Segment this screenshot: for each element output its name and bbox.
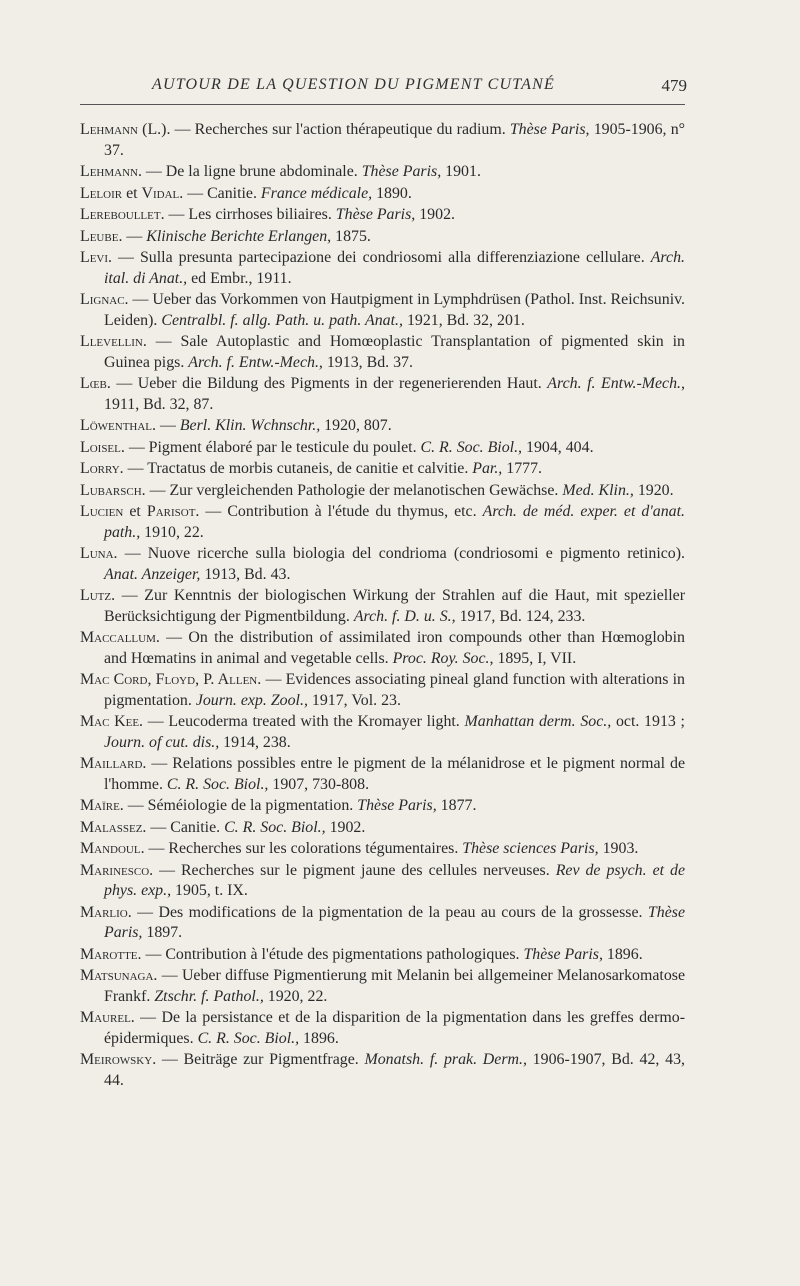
entry-text: 1897. bbox=[142, 924, 183, 941]
entry-text: . — Pigment élaboré par le testicule du poulet. bbox=[120, 438, 421, 456]
bibliography-entry bbox=[80, 945, 685, 966]
bibliography-entry bbox=[80, 120, 685, 161]
journal-title: Arch. f. Entw.-Mech., bbox=[547, 375, 685, 392]
author-name: Maccallum bbox=[80, 629, 156, 646]
entry-text: 1875. bbox=[331, 227, 371, 245]
entry-text: 1913, Bd. 43. bbox=[200, 565, 291, 583]
author-name: Leube bbox=[80, 227, 119, 245]
journal-title: Anat. Anzeiger, bbox=[104, 565, 201, 583]
entry-text: . — Leucoderma treated with the Kromayer light. bbox=[139, 713, 465, 730]
journal-title: Journ. of cut. dis., bbox=[104, 733, 220, 751]
journal-title: Manhattan derm. Soc., bbox=[464, 713, 612, 730]
journal-title: Arch. f. D. u. S., bbox=[353, 607, 456, 625]
bibliography-list bbox=[80, 120, 685, 1250]
entry-text: . — Des modifications de la pigmentation de la peau au cours de la grossesse. bbox=[127, 903, 648, 921]
entry-text: 1917, Vol. 23. bbox=[307, 691, 401, 709]
author-name: Llevellin bbox=[80, 333, 143, 350]
author-name: Meirowsky bbox=[80, 1051, 153, 1068]
entry-text: . — Zur Kenntnis der biologischen Wirkung der Strahlen auf die Haut, mit spezieller Berücksichtigung der Pigmentbildung. bbox=[104, 587, 685, 625]
entry-text: . — Ueber das Vorkommen von Hautpigment in Lymphdrüsen (Pathol. Inst. Reichsuniv. Leiden). bbox=[104, 291, 685, 329]
bibliography-entry bbox=[80, 839, 685, 860]
author-name: Marlio bbox=[80, 903, 128, 921]
author-name: Lucien bbox=[80, 503, 124, 520]
author-name: Lœb bbox=[80, 375, 107, 392]
journal-title: Thèse Paris, bbox=[357, 797, 437, 814]
bibliography-entry bbox=[80, 416, 685, 437]
entry-text: . — Canitie. bbox=[179, 184, 261, 202]
journal-title: Monatsh. f. prak. Derm., bbox=[364, 1051, 527, 1068]
entry-text: , bbox=[195, 671, 204, 688]
journal-title: C. R. Soc. Biol., bbox=[224, 818, 326, 836]
entry-text: 1920, 807. bbox=[320, 417, 392, 434]
entry-text: ed Embr., 1911. bbox=[187, 269, 292, 287]
bibliography-entry bbox=[80, 966, 685, 1007]
entry-text: et bbox=[122, 184, 142, 202]
running-title: AUTOUR DE LA QUESTION DU PIGMENT CUTANÉ bbox=[152, 76, 555, 93]
author-name: P. Allen bbox=[203, 671, 258, 688]
bibliography-entry bbox=[80, 502, 685, 543]
entry-text: 1917, Bd. 124, 233. bbox=[455, 607, 586, 625]
author-name: Lorry bbox=[80, 460, 120, 477]
entry-text: 1902. bbox=[325, 818, 366, 836]
entry-text: 1911, Bd. 32, 87. bbox=[104, 395, 214, 413]
entry-text: . — Sale Autoplastic and Homœoplastic Transplantation of pigmented skin in Guinea pigs. bbox=[104, 333, 685, 371]
bibliography-entry bbox=[80, 290, 685, 331]
entry-text: . — Recherches sur les colorations tégumentaires. bbox=[140, 840, 463, 857]
journal-title: Rev de psych. et de phys. exp., bbox=[104, 861, 686, 899]
author-name: Lereboullet bbox=[80, 206, 161, 223]
entry-text: . — Evidences associating pineal gland function with alterations in pigmentation. bbox=[104, 671, 685, 709]
entry-text: 1914, 238. bbox=[219, 733, 291, 751]
bibliography-entry bbox=[80, 332, 685, 373]
entry-text: . — Ueber die Bildung des Pigments in der regenerierenden Haut. bbox=[106, 375, 548, 392]
author-name: Levi bbox=[80, 249, 109, 266]
bibliography-entry bbox=[80, 903, 685, 944]
entry-text: 1907, 730-808. bbox=[268, 775, 370, 793]
entry-text: 1896. bbox=[602, 945, 643, 963]
entry-text: 1905-1906, n° 37. bbox=[104, 121, 686, 159]
entry-text: 1895, I, VII. bbox=[493, 649, 577, 667]
entry-text: 1877. bbox=[436, 797, 477, 814]
journal-title: Thèse Paris, bbox=[523, 945, 603, 963]
journal-title: C. R. Soc. Biol., bbox=[197, 1029, 300, 1047]
author-name: Maïre bbox=[80, 797, 120, 814]
entry-text: . — Zur vergleichenden Pathologie der melanotischen Gewächse. bbox=[141, 481, 563, 499]
entry-text: . — Beiträge zur Pigmentfrage. bbox=[152, 1051, 365, 1068]
entry-text: 1904, 404. bbox=[522, 438, 594, 456]
journal-title: Med. Klin., bbox=[562, 481, 634, 499]
entry-text: . — Relations possibles entre le pigment de la mélanidrose et le pigment normal de l'homme. bbox=[104, 755, 685, 793]
entry-text: oct. 1913 ; bbox=[611, 713, 685, 730]
journal-title: Klinische Berichte Erlangen, bbox=[146, 227, 332, 245]
entry-text: . — Ueber diffuse Pigmentierung mit Melanin bei allgemeiner Melanosarkomatose Frankf. bbox=[104, 967, 685, 1005]
journal-title: C. R. Soc. Biol., bbox=[420, 438, 523, 456]
author-name: Maillard bbox=[80, 755, 143, 772]
bibliography-entry bbox=[80, 754, 685, 795]
entry-text: . — De la persistance et de la disparition de la pigmentation dans les greffes dermo-épidermiques. bbox=[104, 1009, 685, 1047]
entry-text: 1920. bbox=[633, 481, 674, 499]
journal-title: Arch. f. Entw.-Mech., bbox=[188, 353, 323, 371]
entry-text: . — bbox=[118, 227, 147, 245]
author-name: Leloir bbox=[80, 184, 123, 202]
bibliography-entry bbox=[80, 227, 685, 248]
bibliography-entry bbox=[80, 861, 685, 902]
author-name: Matsunaga bbox=[80, 967, 154, 984]
journal-title: France médicale, bbox=[260, 184, 373, 202]
author-name: Malassez bbox=[80, 818, 143, 836]
entry-text: . — Contribution à l'étude du thymus, etc. bbox=[195, 503, 483, 520]
entry-text: 1921, Bd. 32, 201. bbox=[402, 311, 525, 329]
author-name: Floyd bbox=[155, 671, 196, 688]
author-name: Vidal bbox=[141, 184, 180, 202]
entry-text: . — Nuove ricerche sulla biologia del condrioma (condriosomi e pigmento retinico). bbox=[113, 545, 685, 562]
journal-title: Berl. Klin. Wchnschr., bbox=[179, 417, 321, 434]
author-name: Lubarsch bbox=[80, 481, 142, 499]
author-name: Loisel bbox=[80, 438, 121, 456]
entry-text: . — Tractatus de morbis cutaneis, de canitie et calvitie. bbox=[119, 460, 473, 477]
bibliography-entry bbox=[80, 205, 685, 226]
journal-title: Centralbl. f. allg. Path. u. path. Anat., bbox=[161, 311, 403, 329]
journal-title: Arch. ital. di Anat., bbox=[104, 249, 685, 287]
entry-text: . — Les cirrhoses biliaires. bbox=[160, 206, 336, 223]
bibliography-entry bbox=[80, 374, 685, 415]
entry-text: . — bbox=[152, 417, 180, 434]
bibliography-entry bbox=[80, 162, 685, 183]
author-name: Lignac bbox=[80, 291, 125, 308]
bibliography-entry bbox=[80, 184, 685, 205]
author-name: Mac Cord bbox=[80, 671, 148, 688]
author-name: Löwenthal bbox=[80, 417, 153, 434]
journal-title: Arch. de méd. exper. et d'anat. path., bbox=[104, 503, 685, 541]
bibliography-entry bbox=[80, 712, 685, 753]
bibliography-entry bbox=[80, 796, 685, 817]
author-name: Luna bbox=[80, 545, 114, 562]
journal-title: Thèse Paris, bbox=[335, 206, 416, 223]
entry-text: . — Séméiologie de la pigmentation. bbox=[119, 797, 358, 814]
entry-text: et bbox=[123, 503, 147, 520]
entry-text: 1890. bbox=[372, 184, 412, 202]
running-header bbox=[80, 76, 685, 105]
entry-text: 1913, Bd. 37. bbox=[322, 353, 413, 371]
bibliography-entry bbox=[80, 438, 685, 459]
author-name: Marotte bbox=[80, 945, 138, 963]
author-name: Parisot bbox=[146, 503, 196, 520]
author-name: Maurel bbox=[80, 1009, 131, 1026]
entry-text: 1910, 22. bbox=[140, 523, 204, 541]
author-name: Lehmann bbox=[80, 163, 138, 180]
entry-text: 1905, t. IX. bbox=[171, 882, 248, 899]
bibliography-entry bbox=[80, 481, 685, 502]
journal-title: Thèse Paris, bbox=[509, 121, 590, 138]
entry-text: , bbox=[147, 671, 156, 688]
entry-text: 1896. bbox=[299, 1029, 339, 1047]
page-number: 479 bbox=[661, 76, 687, 95]
author-name: Lutz bbox=[80, 587, 112, 604]
bibliography-entry bbox=[80, 459, 685, 480]
author-name: Lehmann (L.) bbox=[80, 121, 167, 138]
entry-text: 1777. bbox=[502, 460, 543, 477]
entry-text: . — De la ligne brune abdominale. bbox=[137, 163, 362, 180]
journal-title: Thèse sciences Paris, bbox=[462, 840, 599, 857]
bibliography-entry bbox=[80, 248, 685, 289]
entry-text: . — Canitie. bbox=[142, 818, 225, 836]
bibliography-entry bbox=[80, 628, 685, 669]
author-name: Mac Kee bbox=[80, 713, 140, 730]
bibliography-entry bbox=[80, 818, 685, 839]
entry-text: 1903. bbox=[598, 840, 639, 857]
journal-title: Thèse Paris, bbox=[104, 903, 685, 941]
entry-text: . — Recherches sur le pigment jaune des cellules nerveuses. bbox=[149, 861, 556, 879]
bibliography-entry bbox=[80, 670, 685, 711]
bibliography-entry bbox=[80, 1050, 685, 1091]
journal-title: Par., bbox=[472, 460, 503, 477]
journal-title: C. R. Soc. Biol., bbox=[166, 775, 269, 793]
entry-text: . — Sulla presunta partecipazione dei condriosomi alla differenziazione cellulare. bbox=[108, 249, 651, 266]
entry-text: . — On the distribution of assimilated iron compounds other than Hœmoglobin and Hœmatins in animal and vegetable cells. bbox=[104, 629, 685, 667]
entry-text: . — Recherches sur l'action thérapeutique du radium. bbox=[166, 121, 510, 138]
journal-title: Proc. Roy. Soc., bbox=[392, 649, 494, 667]
author-name: Mandoul bbox=[80, 840, 141, 857]
entry-text: 1906-1907, Bd. 42, 43, 44. bbox=[104, 1051, 685, 1089]
author-name: Marinesco bbox=[80, 861, 150, 879]
bibliography-entry bbox=[80, 544, 685, 585]
entry-text: 1902. bbox=[415, 206, 455, 223]
entry-text: 1920, 22. bbox=[263, 987, 328, 1005]
entry-text: 1901. bbox=[441, 163, 481, 180]
journal-title: Journ. exp. Zool., bbox=[195, 691, 308, 709]
bibliography-entry bbox=[80, 586, 685, 627]
entry-text: . — Contribution à l'étude des pigmentations pathologiques. bbox=[137, 945, 524, 963]
bibliography-entry bbox=[80, 1008, 685, 1049]
journal-title: Ztschr. f. Pathol., bbox=[154, 987, 264, 1005]
journal-title: Thèse Paris, bbox=[361, 163, 442, 180]
